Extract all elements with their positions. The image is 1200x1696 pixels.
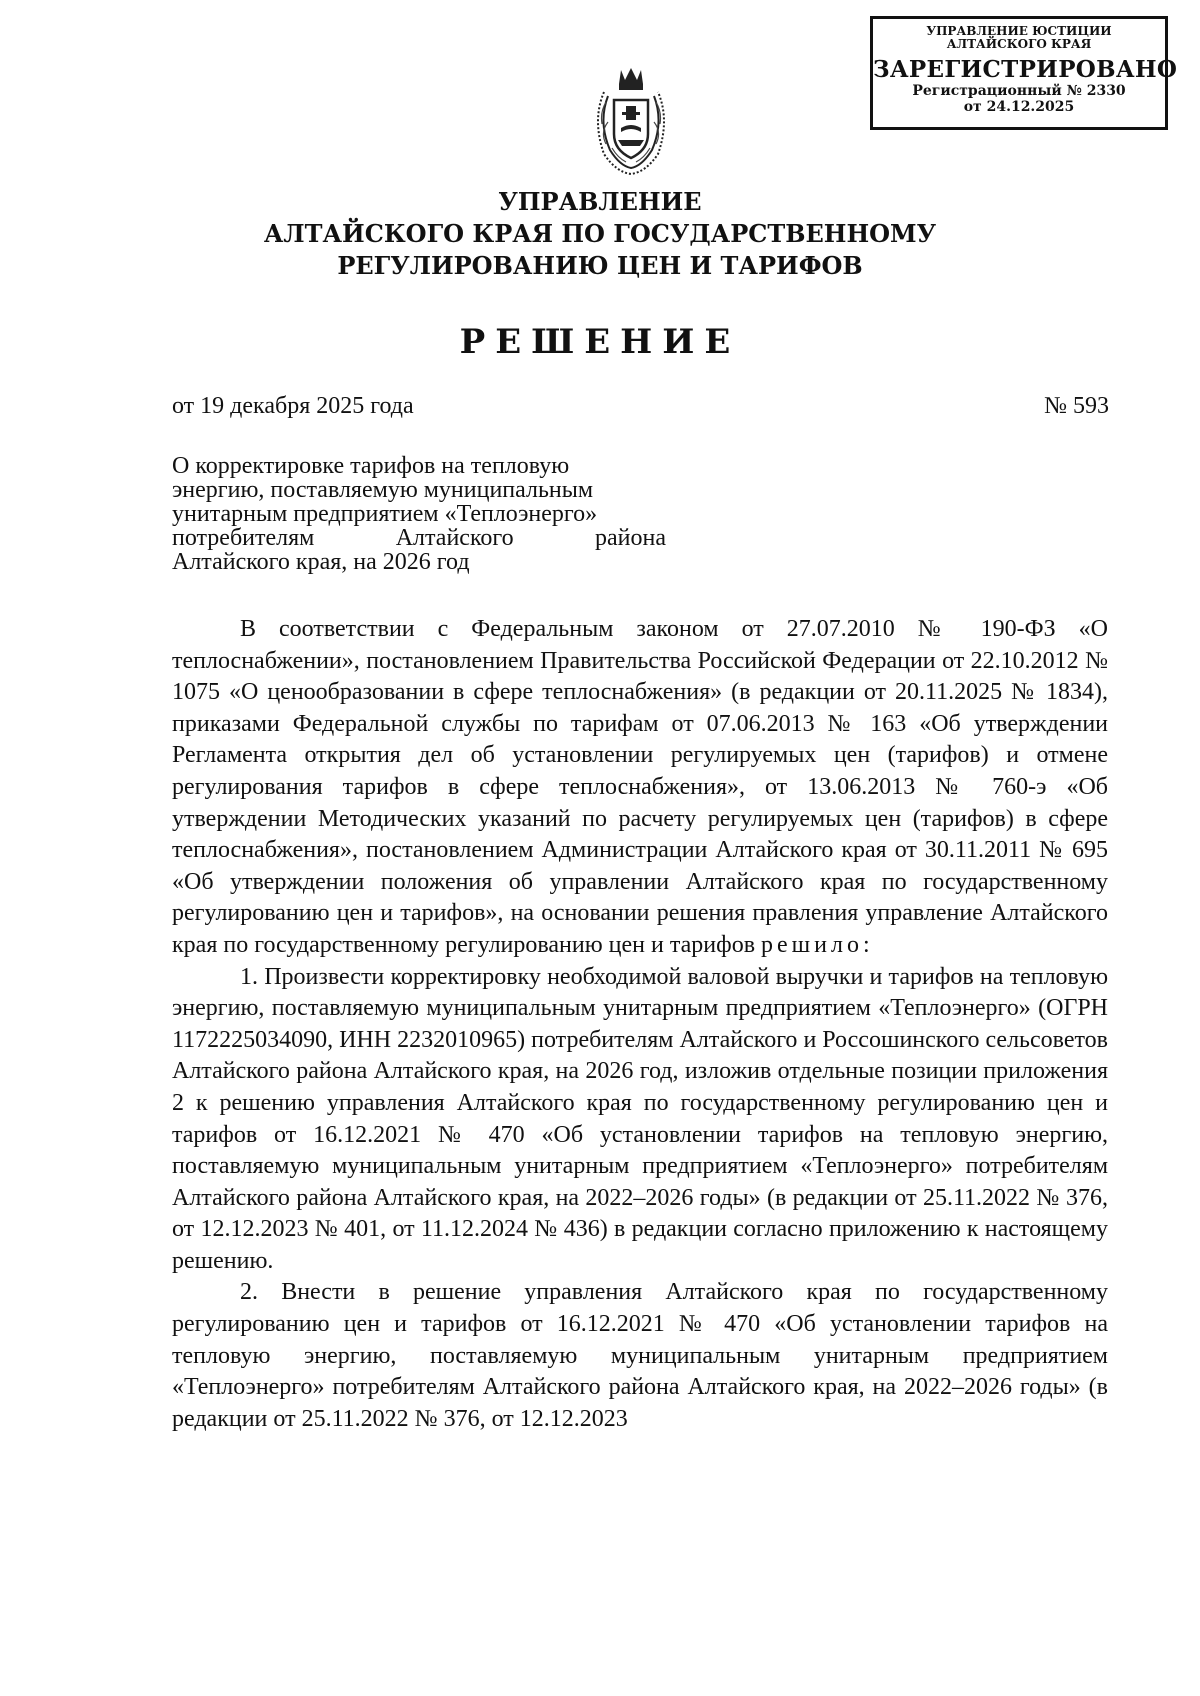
header-line3: РЕГУЛИРОВАНИЮ ЦЕН И ТАРИФОВ xyxy=(337,251,863,280)
item-2-paragraph: 2. Внести в решение управления Алтайского края по государственному регулированию цен и тарифов от 16.12.2021 № 470 «Об установлении тарифов на тепловую энергию, поставляемую муниципальным унитарным предприятием «Теплоэнерго» потребителям Алтайского района Алтайского края, на 2022–2026 годы» (в редакции от 25.11.2022 № 376, от 12.12.2023 xyxy=(172,1279,1108,1432)
stamp-organization xyxy=(873,25,1165,51)
document-subject xyxy=(172,454,666,574)
header-line1: УПРАВЛЕНИЕ xyxy=(498,187,702,216)
subject-line2: энергию, поставляемую муниципальным xyxy=(172,477,594,503)
item-1-paragraph: 1. Произвести корректировку необходимой валовой выручки и тарифов на тепловую энергию, поставляемую муниципальным унитарным предприятием «Теплоэнерго» (ОГРН 1172225034090, ИНН 2232010965) потребителям Алтайского и Россошинского сельсоветов Алтайского района Алтайского края, на 2026 год, изложив отдельные позиции приложения 2 к решению управления Алтайского края по государственному регулированию цен и тарифов от 16.12.2021 № 470 «Об установлении тарифов на тепловую энергию, поставляемую муниципальным унитарным предприятием «Теплоэнерго» потребителям Алтайского района Алтайского края, на 2022–2026 годы» (в редакции от 25.11.2022 № 376, от 12.12.2023 № 401, от 11.12.2024 № 436) в редакции согласно приложению к настоящему решению. xyxy=(172,963,1108,1274)
subject-line3: унитарным предприятием «Теплоэнерго» xyxy=(172,501,598,527)
document-title: РЕШЕНИЕ xyxy=(459,322,741,362)
document-date: от 19 декабря 2025 года xyxy=(172,393,414,419)
subject-line4: потребителям Алтайского района xyxy=(172,525,666,551)
stamp-org-line2: АЛТАЙСКОГО КРАЯ xyxy=(946,37,1092,51)
header-line2: АЛТАЙСКОГО КРАЯ ПО ГОСУДАРСТВЕННОМУ xyxy=(263,219,937,248)
preamble-text: В соответствии с Федеральным законом от 27.07.2010 № 190-ФЗ «О теплоснабжении», постановлением Правительства Российской Федерации от 22.10.2012 № 1075 «О ценообразовании в сфере теплоснабжения» (в редакции от 20.11.2025 № 1834), приказами Федеральной службы по тарифам от 07.06.2013 № 163 «Об утверждении Регламента открытия дел об установлении регулируемых цен (тарифов) и отмене регулирования тарифов в сфере теплоснабжения», от 13.06.2013 № 760-э «Об утверждении Методических указаний по расчету регулируемых цен (тарифов) в сфере теплоснабжения», постановлением Администрации Алтайского края от 30.11.2011 № 695 «Об утверждении положения об управлении Алтайского края по государственному регулированию цен и тарифов», на основании решения правления управление Алтайского края по государственному регулированию цен и тарифов xyxy=(172,616,1108,958)
issuer-header xyxy=(0,186,1200,282)
document-number: № 593 xyxy=(1044,393,1109,419)
document-body xyxy=(172,614,1108,1435)
coat-of-arms-icon xyxy=(588,62,674,176)
decided-suffix: : xyxy=(862,931,870,958)
stamp-reg-date: от 24.12.2025 xyxy=(963,99,1075,115)
stamp-status: ЗАРЕГИСТРИРОВАНО xyxy=(873,56,1178,83)
registration-stamp xyxy=(870,16,1178,130)
subject-line1: О корректировке тарифов на тепловую xyxy=(172,453,570,479)
stamp-org-line1: УПРАВЛЕНИЕ ЮСТИЦИИ xyxy=(926,24,1112,38)
decided-word: решило xyxy=(761,931,863,958)
stamp-reg-number: Регистрационный № 2330 xyxy=(912,83,1126,99)
subject-line5: Алтайского края, на 2026 год xyxy=(172,549,470,575)
preamble-paragraph xyxy=(172,614,1108,962)
